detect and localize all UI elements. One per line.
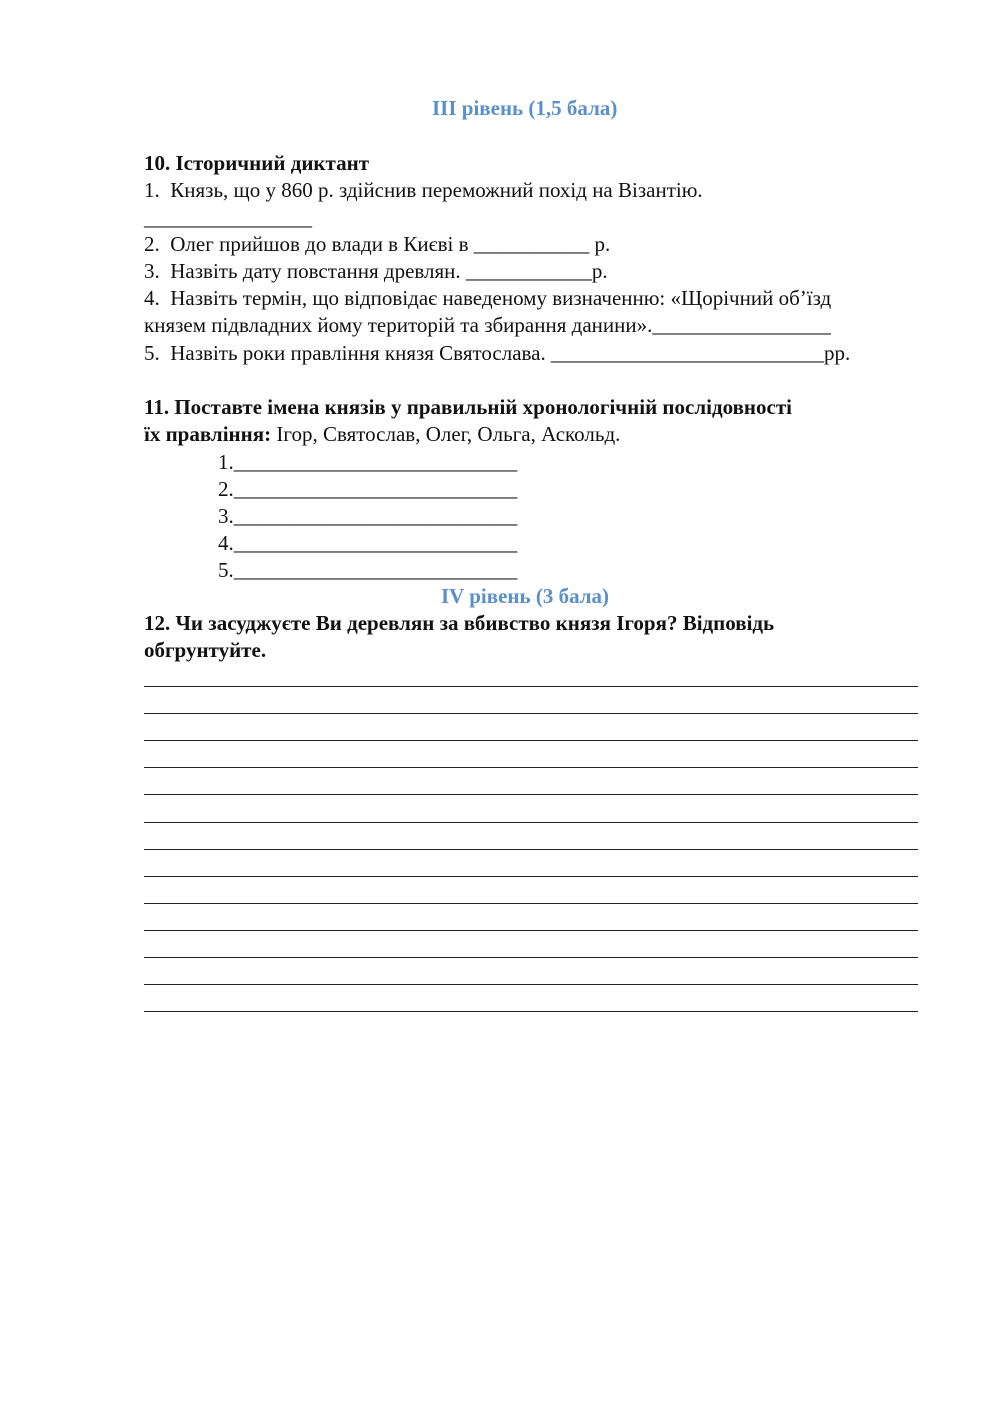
q12-answer-line[interactable] <box>144 713 918 714</box>
q10-item-4-num: 4. <box>144 286 160 310</box>
q10-title: 10. Історичний диктант <box>144 151 370 175</box>
q10-item-1-text: Князь, що у 860 р. здійснив переможний похід на Візантію. <box>170 178 703 202</box>
q10-item-2-num: 2. <box>144 232 160 256</box>
level-4-heading: IV рівень (3 бала) <box>441 584 610 608</box>
q12-answer-line[interactable] <box>144 1011 918 1012</box>
q10-item-2 <box>144 231 610 257</box>
q12-answer-line[interactable] <box>144 822 918 823</box>
q12-answer-line[interactable] <box>144 767 918 768</box>
q12-answer-line[interactable] <box>144 930 918 931</box>
q10-item-4-continuation: князем підвладних йому територій та збирання данини»._________________ <box>144 313 831 337</box>
q11-title: 11. Поставте імена князів у правильній хронологічній послідовності <box>144 395 792 419</box>
q10-item-5 <box>144 340 850 366</box>
q10-item-1-blank[interactable]: ________________ <box>144 206 312 230</box>
q10-item-3-text: Назвіть дату повстання древлян. ____________р. <box>170 259 608 283</box>
q11-answer-5[interactable]: 5.___________________________ <box>218 558 518 582</box>
q11-answer-3[interactable]: 3.___________________________ <box>218 504 518 528</box>
q10-item-5-num: 5. <box>144 341 160 365</box>
level-3-heading: ІІІ рівень (1,5 бала) <box>432 96 618 120</box>
q12-answer-line[interactable] <box>144 984 918 985</box>
q12-answer-line[interactable] <box>144 794 918 795</box>
q12-answer-line[interactable] <box>144 876 918 877</box>
q11-answer-2[interactable]: 2.___________________________ <box>218 477 518 501</box>
q12-answer-line[interactable] <box>144 740 918 741</box>
q10-item-1-num: 1. <box>144 178 160 202</box>
q11-title-line-2 <box>144 421 620 447</box>
q11-answer-1[interactable]: 1.___________________________ <box>218 450 518 474</box>
q12-answer-line[interactable] <box>144 957 918 958</box>
q12-answer-line[interactable] <box>144 686 918 687</box>
q10-item-4 <box>144 285 831 311</box>
q11-names-list: Ігор, Святослав, Олег, Ольга, Аскольд. <box>271 422 621 446</box>
q11-title-bold: їх правління: <box>144 422 272 446</box>
q10-item-4-text: Назвіть термін, що відповідає наведеному визначенню: «Щорічний об’їзд <box>170 286 832 310</box>
q10-item-5-text: Назвіть роки правління князя Святослава. __________________________рр. <box>170 341 851 365</box>
q10-item-1 <box>144 177 703 203</box>
q12-title-line-2: обгрунтуйте. <box>144 638 267 662</box>
q12-title: 12. Чи засуджуєте Ви деревлян за вбивство князя Ігоря? Відповідь <box>144 611 775 635</box>
q10-item-2-text: Олег прийшов до влади в Києві в ___________ р. <box>170 232 611 256</box>
q12-answer-line[interactable] <box>144 849 918 850</box>
q11-answer-4[interactable]: 4.___________________________ <box>218 531 518 555</box>
q12-answer-line[interactable] <box>144 903 918 904</box>
q10-item-3-num: 3. <box>144 259 160 283</box>
q10-item-3 <box>144 258 608 284</box>
